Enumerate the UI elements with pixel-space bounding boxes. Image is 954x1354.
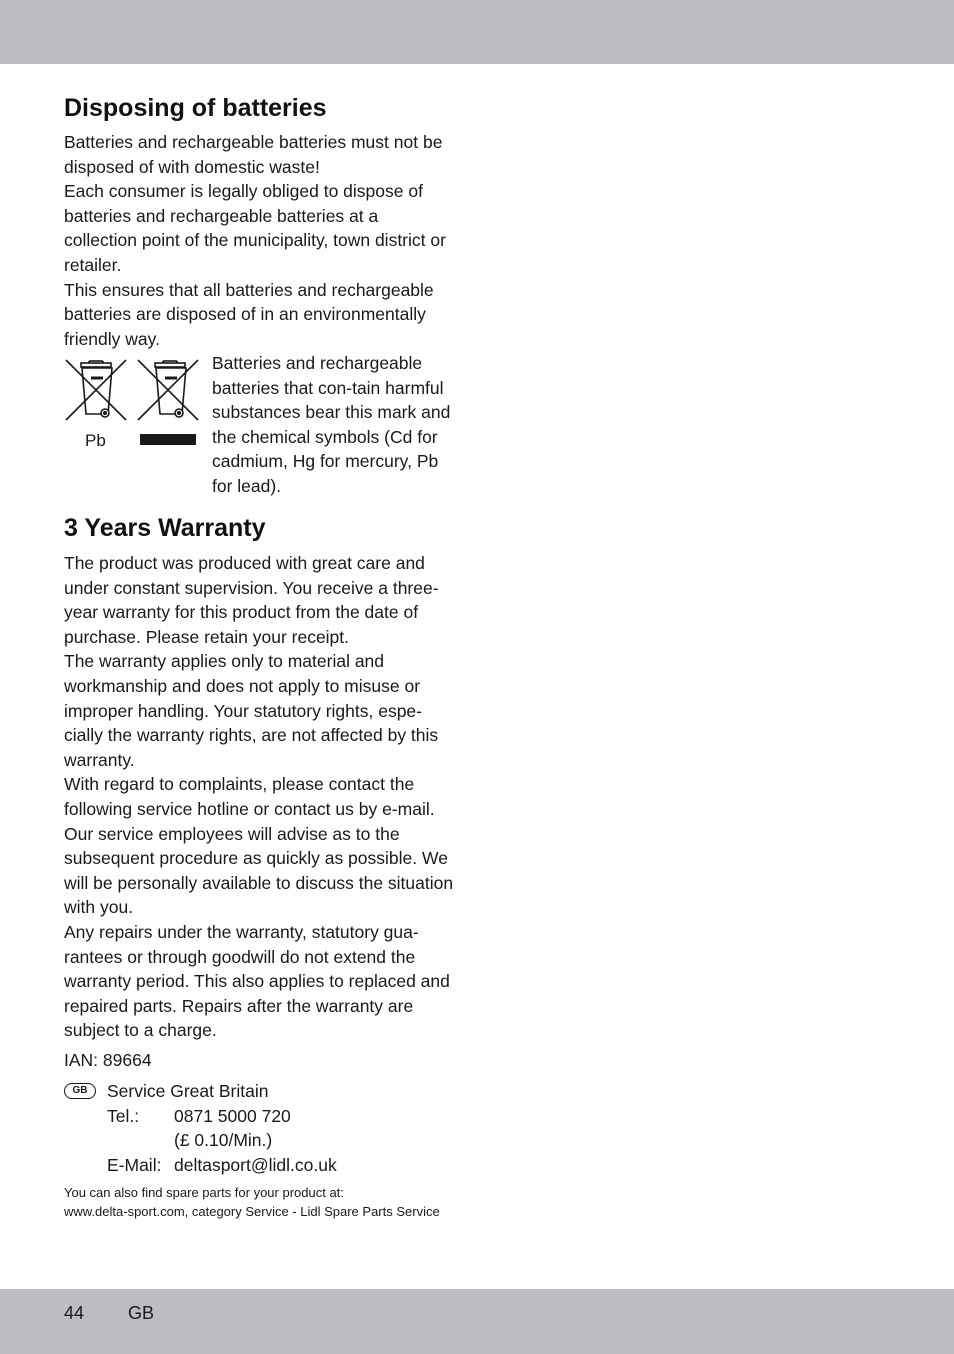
gb-country-badge: GB — [64, 1083, 96, 1099]
spare-parts-line-2: www.delta-sport.com, category Service - Lidl Spare Parts Service — [64, 1204, 440, 1219]
battery-disposal-symbols — [64, 358, 204, 453]
top-band — [0, 0, 954, 64]
disposing-para-3: This ensures that all batteries and rechargeable batteries are disposed of in an environmentally friendly way. — [64, 279, 434, 349]
crossed-bin-icon — [66, 360, 126, 420]
spare-parts-note — [64, 1183, 444, 1221]
disposing-para-2: Each consumer is legally obliged to dispose of batteries and rechargeable batteries at a collection point of the municipality, town district or retailer. — [64, 181, 446, 275]
tel-label: Tel.: — [107, 1105, 140, 1126]
warranty-para-4: Any repairs under the warranty, statutory gua-rantees or through goodwill do not extend the warranty period. This also applies to replaced and repaired parts. Repairs after the warranty are subject to a charge. — [64, 921, 450, 1041]
crossed-bin-bar-icon — [138, 360, 198, 445]
tel-value: 0871 5000 720 — [174, 1105, 291, 1126]
email-label: E-Mail: — [107, 1154, 162, 1175]
spare-parts-line-1: You can also find spare parts for your product at: — [64, 1185, 344, 1200]
page-number: 44 — [64, 1303, 85, 1323]
bin-chemical-label: Pb — [85, 431, 106, 450]
warranty-para-1: The product was produced with great care and under constant supervision. You receive a three-year warranty for this product from the date of purchase. Please retain your receipt. — [64, 553, 439, 647]
ian-number: IAN: 89664 — [64, 1050, 152, 1070]
service-block — [64, 1079, 484, 1177]
disposing-text — [64, 130, 456, 351]
page-language: GB — [128, 1303, 155, 1323]
heading-warranty: 3 Years Warranty — [64, 514, 266, 542]
email-value: deltasport@lidl.co.uk — [174, 1154, 337, 1175]
bin-caption: Batteries and rechargeable batteries that con-tain harmful substances bear this mark and the chemical symbols (Cd for cadmium, Hg for mercury, Pb for lead). — [212, 353, 451, 496]
warranty-para-2: The warranty applies only to material and workmanship and does not apply to misuse or improper handling. Your statutory rights, espe-cially the warranty rights, are not affected by this warranty. — [64, 651, 439, 770]
disposing-para-1: Batteries and rechargeable batteries must not be disposed of with domestic waste! — [64, 132, 443, 177]
warranty-text — [64, 551, 456, 1043]
heading-disposing: Disposing of batteries — [64, 94, 327, 122]
warranty-para-3: With regard to complaints, please contact the following service hotline or contact us by e-mail. Our service employees will advise as to the subsequent procedure as quickly as possible. We will be personally available to discuss the situation with you. — [64, 774, 454, 918]
service-title: Service Great Britain — [107, 1081, 269, 1101]
tel-rate: (£ 0.10/Min.) — [174, 1130, 273, 1151]
